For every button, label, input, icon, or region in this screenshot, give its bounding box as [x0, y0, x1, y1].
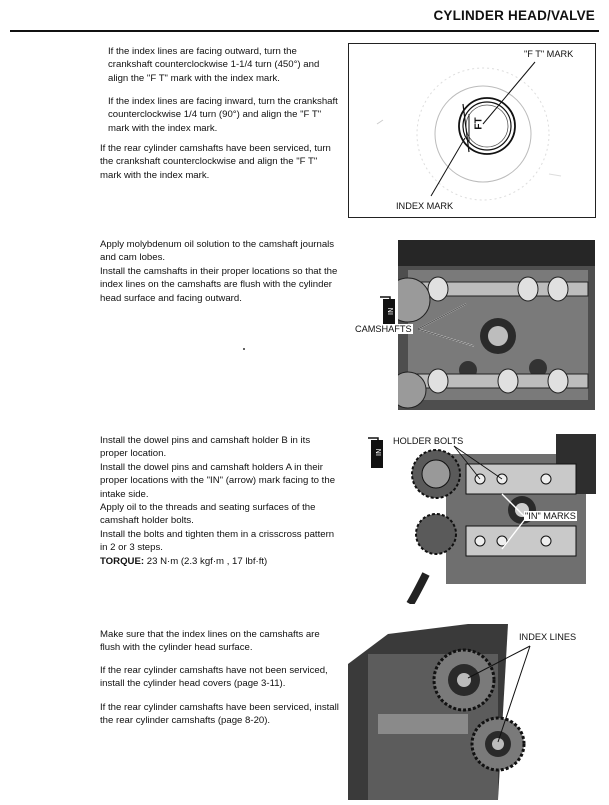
camshafts-leader-lines	[418, 300, 498, 360]
para-apply-threads: Apply oil to the threads and seating surfaces of the camshaft holder bolts.	[100, 502, 316, 527]
index-lines-photo-illustration	[348, 624, 596, 800]
torque-value: 23 N·m (2.3 kgf·m , 17 lbf·ft)	[146, 556, 268, 567]
para-serviced: If the rear cylinder camshafts have been serviced, install the rear cylinder camshafts (page 8-20).	[100, 702, 339, 727]
ft-mark-label: "F T" MARK	[524, 49, 574, 59]
holder-bolts-label: HOLDER BOLTS	[393, 436, 464, 446]
photo-index-lines	[348, 624, 596, 800]
timing-text: FT	[473, 117, 485, 130]
instruction-para	[100, 434, 340, 461]
instruction-para	[100, 664, 340, 691]
instruction-para	[100, 701, 340, 728]
index-lines-label: INDEX LINES	[519, 632, 577, 642]
para-dowel-a: Install the dowel pins and camshaft holders A in their proper locations with the "IN" (arrow) mark facing to the intake side.	[100, 462, 336, 500]
timing-mark-illustration	[349, 44, 595, 217]
para-install-camshafts: Install the camshafts in their proper locations so that the index lines on the camshafts are flush with the cylinder head surface and facing outward.	[100, 266, 338, 304]
para-apply-oil: Apply molybdenum oil solution to the camshaft journals and cam lobes.	[100, 239, 335, 264]
para-tighten-bolts: Install the bolts and tighten them in a crisscross pattern in 2 or 3 steps.	[100, 529, 335, 554]
instruction-para	[100, 265, 340, 305]
instruction-para	[108, 45, 340, 85]
para-rear-serviced: If the rear cylinder camshafts have been serviced, turn the crankshaft counterclockwise and align the "F T" mark with the index mark.	[100, 143, 331, 181]
in-marks-label: "IN" MARKS	[525, 511, 576, 521]
page-title: CYLINDER HEAD/VALVE	[433, 8, 595, 23]
para-index-inward: If the index lines are facing inward, turn the crankshaft counterclockwise 1/4 turn (90°) and align the "F T" mark with the index mark.	[108, 96, 338, 134]
svg-text:IN: IN	[387, 307, 395, 315]
instruction-para	[100, 238, 340, 265]
para-dowel-b: Install the dowel pins and camshaft holder B in its proper location.	[100, 435, 311, 460]
camshafts-label: CAMSHAFTS	[355, 324, 412, 334]
para-not-serviced: If the rear cylinder camshafts have not been serviced, install the cylinder head covers (page 3-11).	[100, 665, 328, 690]
header-rule	[10, 30, 599, 32]
instruction-para	[100, 628, 340, 655]
svg-text:IN: IN	[375, 448, 383, 456]
index-mark-label: INDEX MARK	[396, 201, 454, 211]
para-index-outward: If the index lines are facing outward, turn the crankshaft counterclockwise 1-1/4 turn (450°) and align the "F T" mark with the index mark.	[108, 46, 320, 84]
stray-mark	[243, 348, 245, 350]
instruction-para	[100, 461, 340, 501]
figure-timing-mark	[348, 43, 596, 218]
tool-tag-icon	[368, 436, 386, 470]
instruction-para	[108, 95, 340, 135]
torque-spec	[100, 556, 267, 567]
instruction-para	[100, 142, 340, 182]
instruction-para	[100, 528, 340, 555]
para-index-flush: Make sure that the index lines on the camshafts are flush with the cylinder head surface.	[100, 629, 320, 654]
torque-label: TORQUE:	[100, 556, 145, 567]
instruction-para	[100, 501, 340, 528]
